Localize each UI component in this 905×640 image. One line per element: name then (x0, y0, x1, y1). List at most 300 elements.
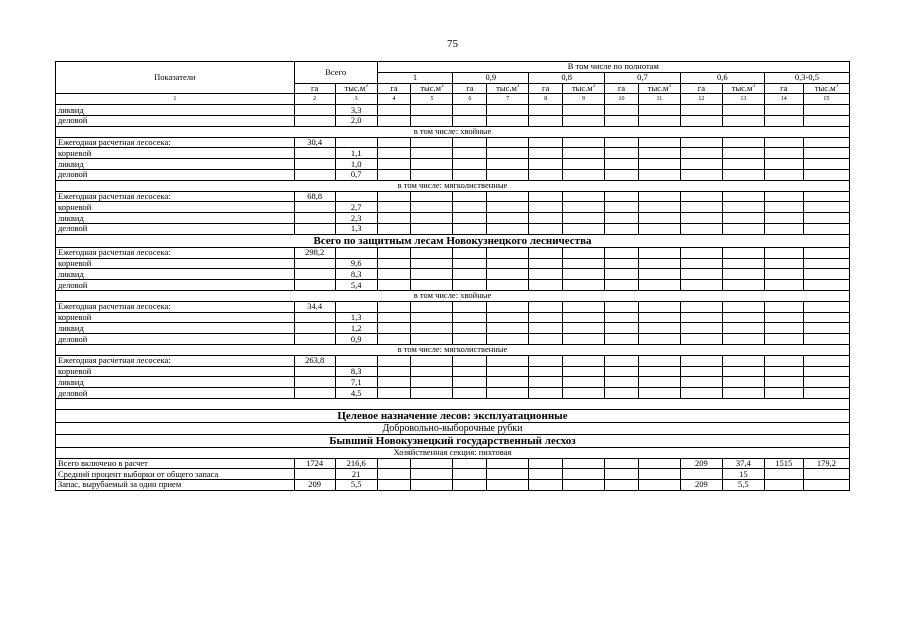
table-cell (453, 458, 487, 469)
table-cell (638, 137, 680, 148)
header-row-column-numbers (56, 94, 850, 105)
table-cell: 2,0 (335, 115, 377, 126)
table-cell (803, 377, 849, 388)
table-cell (411, 223, 453, 234)
row-label: Ежегодная расчетная лесосека: (56, 191, 295, 202)
table-cell (453, 258, 487, 269)
row-label: деловой (56, 223, 295, 234)
table-cell (638, 213, 680, 224)
table-cell (377, 247, 411, 258)
table-cell (487, 202, 529, 213)
unit-volume-label: тыс.м (571, 83, 593, 93)
table-cell: 0,7 (335, 169, 377, 180)
table-cell (294, 377, 335, 388)
row-label: ликвид (56, 105, 295, 116)
table-cell (764, 323, 803, 334)
table-cell (377, 388, 411, 399)
table-cell (605, 213, 639, 224)
table-cell (680, 258, 722, 269)
table-cell (411, 280, 453, 291)
table-cell (529, 169, 563, 180)
table-cell (487, 377, 529, 388)
table-cell (764, 469, 803, 480)
row-label: Всего включено в расчет (56, 458, 295, 469)
table-cell (294, 169, 335, 180)
table-cell (680, 247, 722, 258)
table-cell (453, 355, 487, 366)
table-cell (487, 458, 529, 469)
table-cell (453, 269, 487, 280)
table-cell (453, 191, 487, 202)
table-cell (487, 223, 529, 234)
table-cell: 209 (680, 458, 722, 469)
table-cell (680, 115, 722, 126)
table-cell (529, 469, 563, 480)
table-cell (411, 301, 453, 312)
table-cell (453, 223, 487, 234)
table-cell (563, 169, 605, 180)
section-heading: в том числе: мягколиственные (56, 180, 850, 191)
unit-ha-header: га (680, 83, 722, 94)
table-cell (453, 377, 487, 388)
table-cell: 209 (294, 480, 335, 491)
indicators-header: Показатели (56, 62, 295, 94)
table-cell (605, 323, 639, 334)
table-cell (335, 191, 377, 202)
table-cell (605, 202, 639, 213)
table-row (56, 137, 850, 148)
table-cell (563, 366, 605, 377)
table-cell (803, 223, 849, 234)
table-cell (411, 105, 453, 116)
table-cell (803, 323, 849, 334)
subsection-row (56, 447, 850, 458)
table-cell (529, 366, 563, 377)
row-label: деловой (56, 169, 295, 180)
table-cell (803, 388, 849, 399)
table-cell: 2,3 (335, 213, 377, 224)
table-row (56, 280, 850, 291)
table-cell (411, 334, 453, 345)
row-label: Ежегодная расчетная лесосека: (56, 355, 295, 366)
table-cell (563, 355, 605, 366)
table-cell (487, 480, 529, 491)
table-cell (605, 480, 639, 491)
table-cell (722, 213, 764, 224)
table-cell (453, 148, 487, 159)
unit-volume-label: тыс.м (420, 83, 442, 93)
table-cell (680, 169, 722, 180)
table-cell (764, 105, 803, 116)
table-cell (563, 247, 605, 258)
table-cell (453, 323, 487, 334)
table-cell (722, 105, 764, 116)
table-cell (638, 366, 680, 377)
section-heading: Всего по защитным лесам Новокузнецкого лесничества (56, 234, 850, 247)
table-cell (764, 137, 803, 148)
table-body (56, 62, 850, 491)
table-cell (680, 312, 722, 323)
table-cell (453, 159, 487, 170)
table-cell (764, 169, 803, 180)
table-cell (563, 213, 605, 224)
table-row (56, 469, 850, 480)
table-cell (487, 105, 529, 116)
table-cell (638, 469, 680, 480)
table-cell (453, 301, 487, 312)
table-cell (638, 115, 680, 126)
table-cell (411, 480, 453, 491)
table-cell (377, 312, 411, 323)
table-cell: 4,5 (335, 388, 377, 399)
table-cell (453, 280, 487, 291)
density-header: 0,6 (680, 72, 764, 83)
table-cell (294, 258, 335, 269)
table-cell (638, 458, 680, 469)
table-row (56, 213, 850, 224)
table-cell (638, 269, 680, 280)
table-cell (722, 366, 764, 377)
table-cell (377, 258, 411, 269)
density-header: 0,7 (605, 72, 681, 83)
column-number: 7 (487, 94, 529, 105)
table-cell (529, 191, 563, 202)
column-number: 13 (722, 94, 764, 105)
column-number: 15 (803, 94, 849, 105)
table-cell (529, 105, 563, 116)
table-cell (487, 191, 529, 202)
table-cell (680, 280, 722, 291)
table-cell (377, 105, 411, 116)
table-cell (563, 469, 605, 480)
table-cell (722, 301, 764, 312)
table-cell (411, 377, 453, 388)
table-row (56, 377, 850, 388)
section-title-row (56, 409, 850, 422)
table-cell (638, 334, 680, 345)
table-cell (377, 269, 411, 280)
table-cell (487, 115, 529, 126)
table-row (56, 334, 850, 345)
table-cell (803, 191, 849, 202)
table-cell (680, 323, 722, 334)
table-cell (722, 148, 764, 159)
table-cell (377, 159, 411, 170)
table-row (56, 191, 850, 202)
table-cell (638, 191, 680, 202)
table-cell (638, 312, 680, 323)
table-cell (803, 137, 849, 148)
table-cell (764, 223, 803, 234)
table-cell (294, 334, 335, 345)
table-cell (411, 191, 453, 202)
table-row (56, 223, 850, 234)
table-cell (605, 377, 639, 388)
table-cell (680, 137, 722, 148)
table-cell (453, 202, 487, 213)
table-cell (605, 355, 639, 366)
table-cell (563, 480, 605, 491)
table-cell (453, 480, 487, 491)
subsection-row (56, 344, 850, 355)
table-row (56, 105, 850, 116)
table-cell (680, 366, 722, 377)
table-cell: 1,2 (335, 323, 377, 334)
table-cell (529, 458, 563, 469)
table-cell: 15 (722, 469, 764, 480)
table-cell (294, 159, 335, 170)
section-heading: в том числе: хвойные (56, 290, 850, 301)
table-cell (563, 323, 605, 334)
row-label: деловой (56, 388, 295, 399)
table-cell (803, 213, 849, 224)
table-cell (453, 469, 487, 480)
table-cell (294, 312, 335, 323)
table-cell (453, 334, 487, 345)
table-cell: 2,7 (335, 202, 377, 213)
table-cell (411, 366, 453, 377)
table-cell (487, 388, 529, 399)
table-cell (411, 469, 453, 480)
column-number: 3 (335, 94, 377, 105)
table-cell (529, 223, 563, 234)
table-cell (803, 159, 849, 170)
column-number: 12 (680, 94, 722, 105)
density-header: 0,3-0,5 (764, 72, 849, 83)
table-cell (563, 280, 605, 291)
table-cell (605, 137, 639, 148)
table-cell (411, 148, 453, 159)
table-cell (377, 115, 411, 126)
table-cell (722, 191, 764, 202)
table-cell (529, 159, 563, 170)
table-row (56, 355, 850, 366)
table-cell (722, 202, 764, 213)
unit-volume-header: $тыс.м^3$ (335, 83, 377, 94)
table-cell: 298,2 (294, 247, 335, 258)
row-label: корневой (56, 202, 295, 213)
table-cell (294, 323, 335, 334)
table-cell (529, 137, 563, 148)
table-cell (638, 247, 680, 258)
table-cell (487, 469, 529, 480)
table-row (56, 169, 850, 180)
table-cell (803, 334, 849, 345)
table-cell (563, 159, 605, 170)
table-cell (803, 169, 849, 180)
table-cell (563, 301, 605, 312)
table-cell (722, 258, 764, 269)
table-cell (453, 247, 487, 258)
table-cell: 30,4 (294, 137, 335, 148)
table-row (56, 312, 850, 323)
table-cell (411, 159, 453, 170)
section-heading: Добровольно-выборочные рубки (56, 422, 850, 434)
table-cell (680, 355, 722, 366)
table-cell (563, 105, 605, 116)
column-number: 11 (638, 94, 680, 105)
table-cell (377, 355, 411, 366)
table-cell (294, 202, 335, 213)
table-cell (638, 148, 680, 159)
table-cell (638, 202, 680, 213)
table-cell (605, 301, 639, 312)
table-cell: 216,6 (335, 458, 377, 469)
section-heading: Хозяйственная секция: пихтовая (56, 447, 850, 458)
row-label: Средний процент выборки от общего запаса (56, 469, 295, 480)
table-cell (563, 377, 605, 388)
table-cell (605, 191, 639, 202)
table-cell: 0,9 (335, 334, 377, 345)
row-label: деловой (56, 115, 295, 126)
table-cell (563, 202, 605, 213)
table-cell (605, 223, 639, 234)
table-cell (411, 213, 453, 224)
unit-volume-header: $тыс.м^3$ (638, 83, 680, 94)
table-cell (803, 148, 849, 159)
table-cell (487, 301, 529, 312)
row-label: корневой (56, 312, 295, 323)
table-cell (453, 213, 487, 224)
table-cell (294, 388, 335, 399)
table-cell (487, 148, 529, 159)
table-cell (563, 388, 605, 399)
table-cell (605, 312, 639, 323)
table-cell (411, 312, 453, 323)
table-cell (605, 458, 639, 469)
table-cell: 7,1 (335, 377, 377, 388)
table-cell: 1,3 (335, 312, 377, 323)
table-cell: 1515 (764, 458, 803, 469)
table-cell (680, 377, 722, 388)
unit-volume-label: тыс.м (344, 83, 366, 93)
table-cell: 9,6 (335, 258, 377, 269)
table-cell (411, 137, 453, 148)
table-cell (335, 301, 377, 312)
section-heading: Целевое назначение лесов: эксплуатационные (56, 409, 850, 422)
table-cell (764, 258, 803, 269)
table-cell (453, 105, 487, 116)
table-cell: 1,0 (335, 159, 377, 170)
table-cell (377, 213, 411, 224)
table-cell: 8,3 (335, 269, 377, 280)
table-cell (529, 312, 563, 323)
table-cell (803, 355, 849, 366)
row-label: корневой (56, 258, 295, 269)
table-cell (453, 366, 487, 377)
column-number: 2 (294, 94, 335, 105)
table-cell (411, 458, 453, 469)
table-cell: 21 (335, 469, 377, 480)
table-cell (638, 258, 680, 269)
table-cell (680, 469, 722, 480)
column-number: 6 (453, 94, 487, 105)
table-cell (563, 458, 605, 469)
table-cell (453, 388, 487, 399)
table-cell (563, 115, 605, 126)
table-cell: 8,3 (335, 366, 377, 377)
unit-volume-header: $тыс.м^3$ (563, 83, 605, 94)
table-cell: 34,4 (294, 301, 335, 312)
table-cell (294, 469, 335, 480)
table-cell (529, 334, 563, 345)
table-cell (411, 247, 453, 258)
table-cell (764, 480, 803, 491)
table-cell (529, 115, 563, 126)
unit-volume-label: тыс.м (814, 83, 836, 93)
table-cell (294, 223, 335, 234)
table-cell (529, 202, 563, 213)
table-cell (411, 355, 453, 366)
table-row (56, 115, 850, 126)
table-row (56, 388, 850, 399)
table-cell (377, 148, 411, 159)
subsection-title-row (56, 422, 850, 434)
row-label: деловой (56, 280, 295, 291)
table-cell (563, 312, 605, 323)
allowable-cut-table (55, 61, 850, 491)
table-cell (803, 366, 849, 377)
table-cell (722, 280, 764, 291)
table-cell (411, 388, 453, 399)
table-cell (605, 159, 639, 170)
table-cell (563, 148, 605, 159)
table-cell (638, 388, 680, 399)
table-cell (722, 137, 764, 148)
table-cell (722, 115, 764, 126)
table-row (56, 323, 850, 334)
table-cell (377, 223, 411, 234)
by-density-header: В том числе по полнотам (377, 62, 849, 73)
table-cell (563, 334, 605, 345)
row-label: ликвид (56, 213, 295, 224)
table-cell (487, 258, 529, 269)
row-label: ликвид (56, 269, 295, 280)
table-row (56, 148, 850, 159)
table-cell (453, 312, 487, 323)
table-cell (453, 169, 487, 180)
table-cell (605, 115, 639, 126)
table-row (56, 458, 850, 469)
total-header: Всего (294, 62, 377, 84)
table-cell (803, 115, 849, 126)
table-cell (638, 105, 680, 116)
unit-volume-header: $тыс.м^3$ (411, 83, 453, 94)
unit-volume-label: тыс.м (496, 83, 517, 93)
unit-ha-header: га (453, 83, 487, 94)
table-cell (803, 247, 849, 258)
table-cell (680, 105, 722, 116)
row-label: корневой (56, 366, 295, 377)
table-cell (411, 269, 453, 280)
unit-ha-header: га (605, 83, 639, 94)
empty-cell (56, 398, 850, 409)
table-cell (722, 377, 764, 388)
table-cell (294, 280, 335, 291)
table-cell (764, 213, 803, 224)
table-cell (377, 458, 411, 469)
row-label: Запас, вырубаемый за один прием (56, 480, 295, 491)
density-header: 1 (377, 72, 453, 83)
table-cell (764, 159, 803, 170)
table-cell (764, 247, 803, 258)
table-cell (563, 137, 605, 148)
table-cell (638, 355, 680, 366)
table-cell (377, 280, 411, 291)
table-cell (453, 137, 487, 148)
table-cell (803, 469, 849, 480)
column-number: 4 (377, 94, 411, 105)
